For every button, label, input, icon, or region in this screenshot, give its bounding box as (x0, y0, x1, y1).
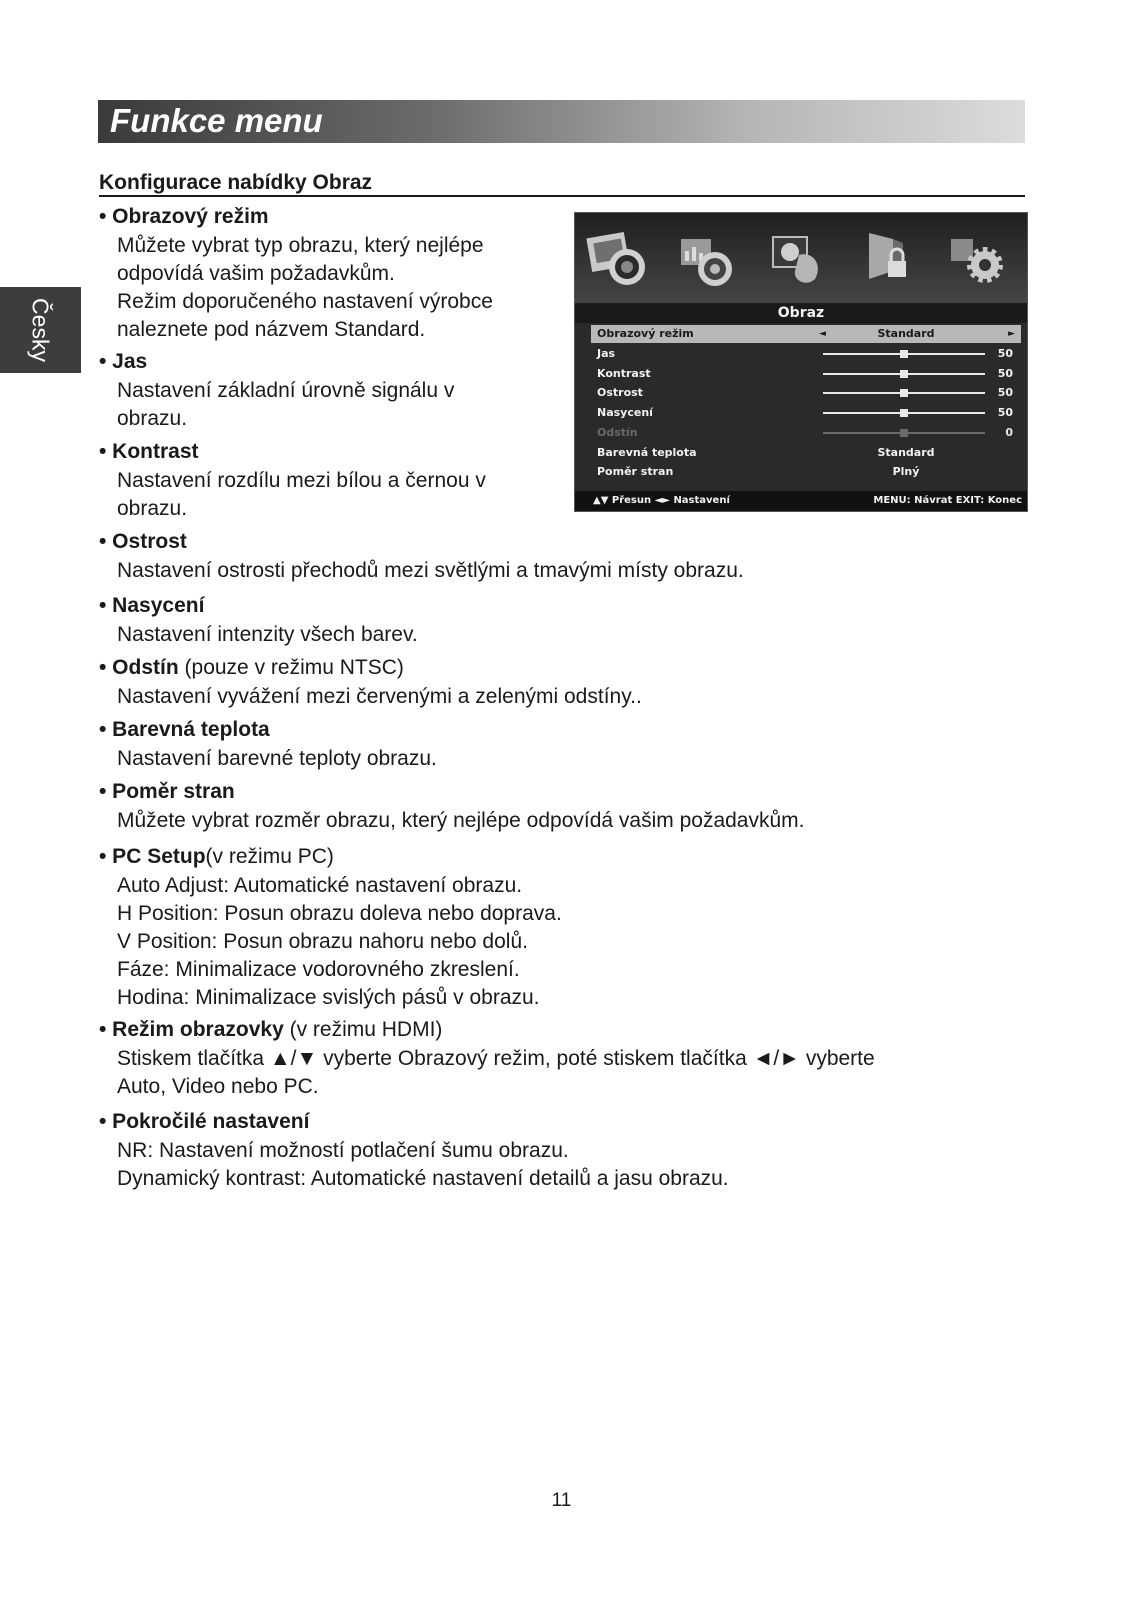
osd-picture-menu (574, 212, 1028, 512)
language-tab-label: Česky (27, 298, 54, 362)
osd-row-number: 50 (997, 406, 1013, 419)
saturation-slider[interactable] (823, 412, 985, 414)
section-divider (99, 195, 1025, 197)
osd-row-color-temperature[interactable] (591, 444, 1021, 462)
osd-row-value: Plný (892, 465, 920, 478)
item-heading: • PC Setup(v režimu PC) (99, 845, 334, 868)
item-description: Nastavení ostrosti přechodů mezi světlými a tmavými místy obrazu. (117, 559, 744, 582)
osd-footer-keys: MENU: Návrat EXIT: Konec (873, 495, 1022, 506)
osd-footer-hints: ▲▼ Přesun ◄► Nastavení (593, 495, 730, 506)
chapter-title: Funkce menu (110, 102, 323, 139)
osd-row-saturation[interactable] (591, 404, 1021, 422)
page-number: 11 (551, 1490, 572, 1511)
osd-row-number: 0 (1005, 426, 1013, 439)
item-heading: • Barevná teplota (99, 718, 270, 741)
sound-icon[interactable] (673, 225, 743, 293)
brightness-slider[interactable] (823, 353, 985, 355)
item-description: Auto Adjust: Automatické nastavení obrazu. H Position: Posun obrazu doleva nebo doprava. V Position: Posun obrazu nahoru nebo dolů. Fáze: Minimalizace vodorovného zkreslení. Hodina: Minimalizace svislých pásů v obrazu. (117, 874, 562, 1009)
item-heading: • Režim obrazovky (v režimu HDMI) (99, 1018, 443, 1041)
osd-row-label: Poměr stran (597, 465, 674, 478)
osd-row-picture-mode[interactable] (591, 325, 1021, 343)
setup-icon[interactable] (943, 225, 1013, 293)
osd-icon-bar (575, 213, 1027, 303)
slider-knob[interactable] (900, 350, 908, 358)
item-description: Stiskem tlačítka ▲/▼ vyberte Obrazový režim, poté stiskem tlačítka ◄/► vyberte Auto, Video nebo PC. (117, 1047, 875, 1098)
contrast-slider[interactable] (823, 373, 985, 375)
item-heading: • Pokročilé nastavení (99, 1110, 310, 1133)
osd-row-label: Ostrost (597, 386, 643, 399)
item-heading: • Poměr stran (99, 780, 235, 803)
item-description: Nastavení barevné teploty obrazu. (117, 747, 437, 770)
osd-row-brightness[interactable] (591, 345, 1021, 363)
section-title: Konfigurace nabídky Obraz (99, 171, 373, 194)
item-description: Nastavení vyvážení mezi červenými a zelenými odstíny.. (117, 685, 642, 708)
osd-row-label: Obrazový režim (597, 327, 694, 340)
osd-row-value: Standard (877, 446, 935, 459)
language-tab (0, 287, 81, 373)
osd-row-label: Nasycení (597, 406, 653, 419)
picture-icon[interactable] (583, 225, 653, 293)
osd-title: Obraz (575, 303, 1027, 323)
item-heading: • Kontrast (99, 440, 199, 463)
osd-row-label: Kontrast (597, 367, 651, 380)
osd-row-label: Odstín (597, 426, 638, 439)
slider-knob[interactable] (900, 389, 908, 397)
slider-knob (900, 429, 908, 437)
osd-row-contrast[interactable] (591, 365, 1021, 383)
item-heading: • Nasycení (99, 594, 205, 617)
sharpness-slider[interactable] (823, 392, 985, 394)
slider-knob[interactable] (900, 409, 908, 417)
item-description: Nastavení intenzity všech barev. (117, 623, 418, 646)
item-heading: • Odstín (pouze v režimu NTSC) (99, 656, 404, 679)
osd-row-label: Barevná teplota (597, 446, 697, 459)
lock-icon[interactable] (853, 225, 923, 293)
slider-knob[interactable] (900, 370, 908, 378)
item-description: NR: Nastavení možností potlačení šumu obrazu. Dynamický kontrast: Automatické nastavení detailů a jasu obrazu. (117, 1139, 729, 1190)
left-arrow-icon[interactable]: ◄ (819, 329, 826, 339)
right-arrow-icon[interactable]: ► (1008, 329, 1015, 339)
item-description: Můžete vybrat rozměr obrazu, který nejlépe odpovídá vašim požadavkům. (117, 809, 805, 832)
osd-row-value: Standard (877, 327, 935, 340)
osd-row-sharpness[interactable] (591, 384, 1021, 402)
item-description: Nastavení základní úrovně signálu v obrazu. (117, 379, 455, 430)
item-heading: • Jas (99, 350, 148, 373)
osd-row-aspect-ratio[interactable] (591, 463, 1021, 481)
osd-row-tint (591, 424, 1021, 442)
item-heading: • Ostrost (99, 530, 187, 553)
item-description: Můžete vybrat typ obrazu, který nejlépe odpovídá vašim požadavkům. Režim doporučeného nastavení výrobce naleznete pod názvem Standard. (117, 234, 493, 341)
tint-slider (823, 432, 985, 434)
osd-row-number: 50 (997, 347, 1013, 360)
chapter-banner (98, 100, 1025, 143)
item-heading: • Obrazový režim (99, 205, 269, 228)
osd-row-number: 50 (997, 386, 1013, 399)
osd-row-number: 50 (997, 367, 1013, 380)
channel-icon[interactable] (763, 225, 833, 293)
item-description: Nastavení rozdílu mezi bílou a černou v obrazu. (117, 469, 486, 520)
osd-footer (575, 491, 1027, 511)
osd-row-label: Jas (597, 347, 616, 360)
